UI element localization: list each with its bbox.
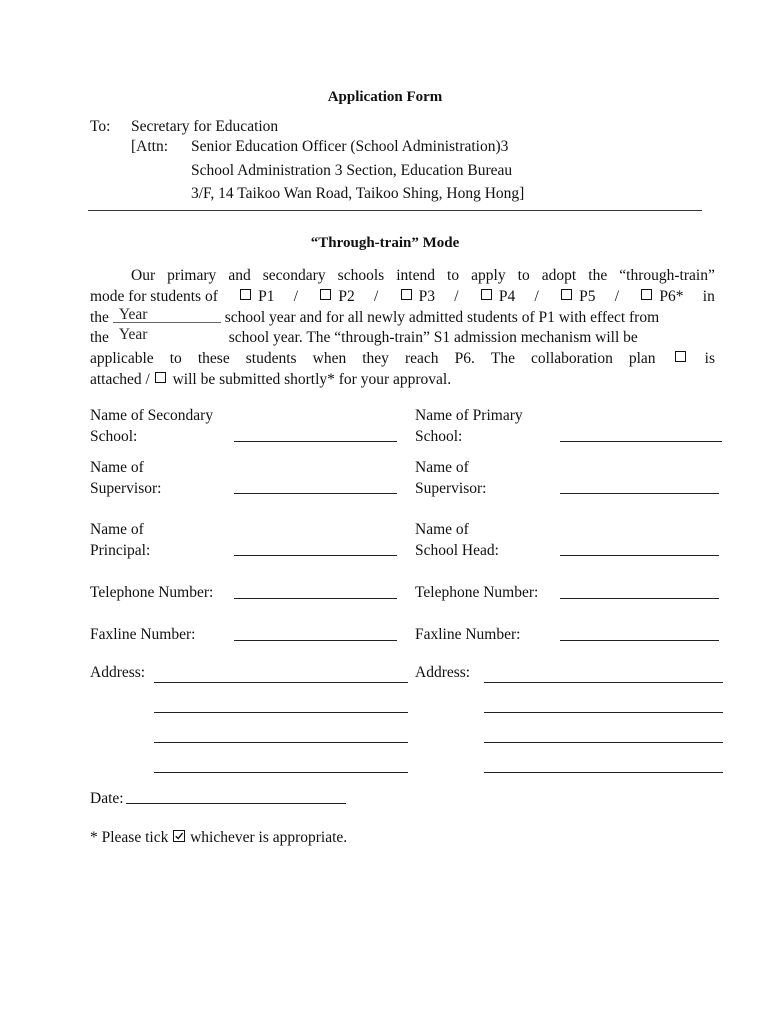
- section-title: “Through-train” Mode: [310, 235, 460, 251]
- intro-paragraph: [90, 266, 715, 391]
- primary-telephone-label: Telephone Number:: [415, 584, 539, 601]
- plan-attached-option[interactable]: [672, 349, 689, 370]
- secondary-fax-label: Faxline Number:: [90, 626, 196, 643]
- checked-box-icon: [173, 830, 185, 842]
- primary-supervisor-field[interactable]: [560, 493, 719, 494]
- attn-line-1: Senior Education Officer (School Administration)3: [191, 138, 509, 155]
- school-head-label-2: School Head:: [415, 542, 499, 559]
- recipient: Secretary for Education: [131, 118, 279, 135]
- primary-fax-field[interactable]: [560, 640, 719, 641]
- primary-fax-label: Faxline Number:: [415, 626, 521, 643]
- grade-p6-option[interactable]: P6*: [638, 287, 683, 308]
- footnote: * Please tick whichever is appropriate.: [90, 829, 348, 846]
- paragraph-line-6: attached / will be submitted shortly* for your approval.: [90, 370, 452, 388]
- primary-school-field[interactable]: [560, 441, 722, 442]
- paragraph-line-2: mode for students of P1 / P2 / P3 / P4 / P5 / P6* in: [90, 287, 715, 308]
- grade-p1-checkbox[interactable]: [240, 289, 251, 300]
- paragraph-line-5: applicable to these students when they reach P6. The collaboration plan is: [90, 349, 715, 370]
- secondary-address-line-1[interactable]: [154, 682, 408, 683]
- primary-telephone-field[interactable]: [560, 598, 719, 599]
- primary-address-line-2[interactable]: [484, 712, 723, 713]
- plan-submitted-later-checkbox[interactable]: [155, 372, 166, 383]
- secondary-school-label: Name of Secondary: [90, 407, 214, 424]
- year-field-2[interactable]: Year: [118, 326, 148, 344]
- grade-p4-option[interactable]: P4: [478, 287, 515, 308]
- date-field[interactable]: [126, 803, 346, 804]
- attn-line-2: School Administration 3 Section, Education Bureau: [191, 162, 513, 179]
- secondary-address-line-4[interactable]: [154, 772, 408, 773]
- paragraph-line-3: the Year school year and for all newly admitted students of P1 with effect from: [90, 305, 660, 326]
- form-title: Application Form: [327, 89, 443, 105]
- primary-school-label: Name of Primary: [415, 407, 523, 424]
- secondary-telephone-label: Telephone Number:: [90, 584, 214, 601]
- secondary-school-field[interactable]: [234, 441, 397, 442]
- grade-p5-checkbox[interactable]: [561, 289, 572, 300]
- principal-field[interactable]: [234, 555, 397, 556]
- secondary-telephone-field[interactable]: [234, 598, 397, 599]
- primary-address-line-3[interactable]: [484, 742, 723, 743]
- attn-line-3: 3/F, 14 Taikoo Wan Road, Taikoo Shing, Hong Hong]: [191, 185, 525, 202]
- primary-supervisor-label-2: Supervisor:: [415, 480, 487, 497]
- grade-p2-option[interactable]: P2: [317, 287, 354, 308]
- grade-p3-option[interactable]: P3: [398, 287, 435, 308]
- primary-school-label-2: School:: [415, 428, 463, 445]
- secondary-address-line-2[interactable]: [154, 712, 408, 713]
- primary-address-line-1[interactable]: [484, 682, 723, 683]
- grade-p4-checkbox[interactable]: [481, 289, 492, 300]
- principal-label-2: Principal:: [90, 542, 151, 559]
- year-field-1[interactable]: Year: [113, 305, 221, 326]
- secondary-school-label-2: School:: [90, 428, 138, 445]
- grade-p2-checkbox[interactable]: [320, 289, 331, 300]
- secondary-address-label: Address:: [90, 664, 146, 681]
- school-head-field[interactable]: [560, 555, 719, 556]
- secondary-supervisor-label: Name of: [90, 459, 144, 476]
- date-label: Date:: [90, 790, 124, 807]
- grade-p1-option[interactable]: P1: [237, 287, 274, 308]
- secondary-fax-field[interactable]: [234, 640, 397, 641]
- grade-p5-option[interactable]: P5: [558, 287, 595, 308]
- primary-address-line-4[interactable]: [484, 772, 723, 773]
- paragraph-line-4: the Year school year. The “through-train” S1 admission mechanism will be: [90, 326, 638, 347]
- grade-p3-checkbox[interactable]: [401, 289, 412, 300]
- secondary-supervisor-field[interactable]: [234, 493, 397, 494]
- paragraph-line-1: Our primary and secondary schools intend to apply to adopt the “through-train”: [131, 267, 715, 284]
- principal-label: Name of: [90, 521, 144, 538]
- plan-attached-checkbox[interactable]: [675, 351, 686, 362]
- grade-p6-checkbox[interactable]: [641, 289, 652, 300]
- divider: [88, 210, 702, 211]
- secondary-supervisor-label-2: Supervisor:: [90, 480, 162, 497]
- attn-label: [Attn:: [131, 138, 169, 155]
- secondary-address-line-3[interactable]: [154, 742, 408, 743]
- school-head-label: Name of: [415, 521, 469, 538]
- to-label: To:: [90, 118, 111, 135]
- primary-address-label: Address:: [415, 664, 471, 681]
- primary-supervisor-label: Name of: [415, 459, 469, 476]
